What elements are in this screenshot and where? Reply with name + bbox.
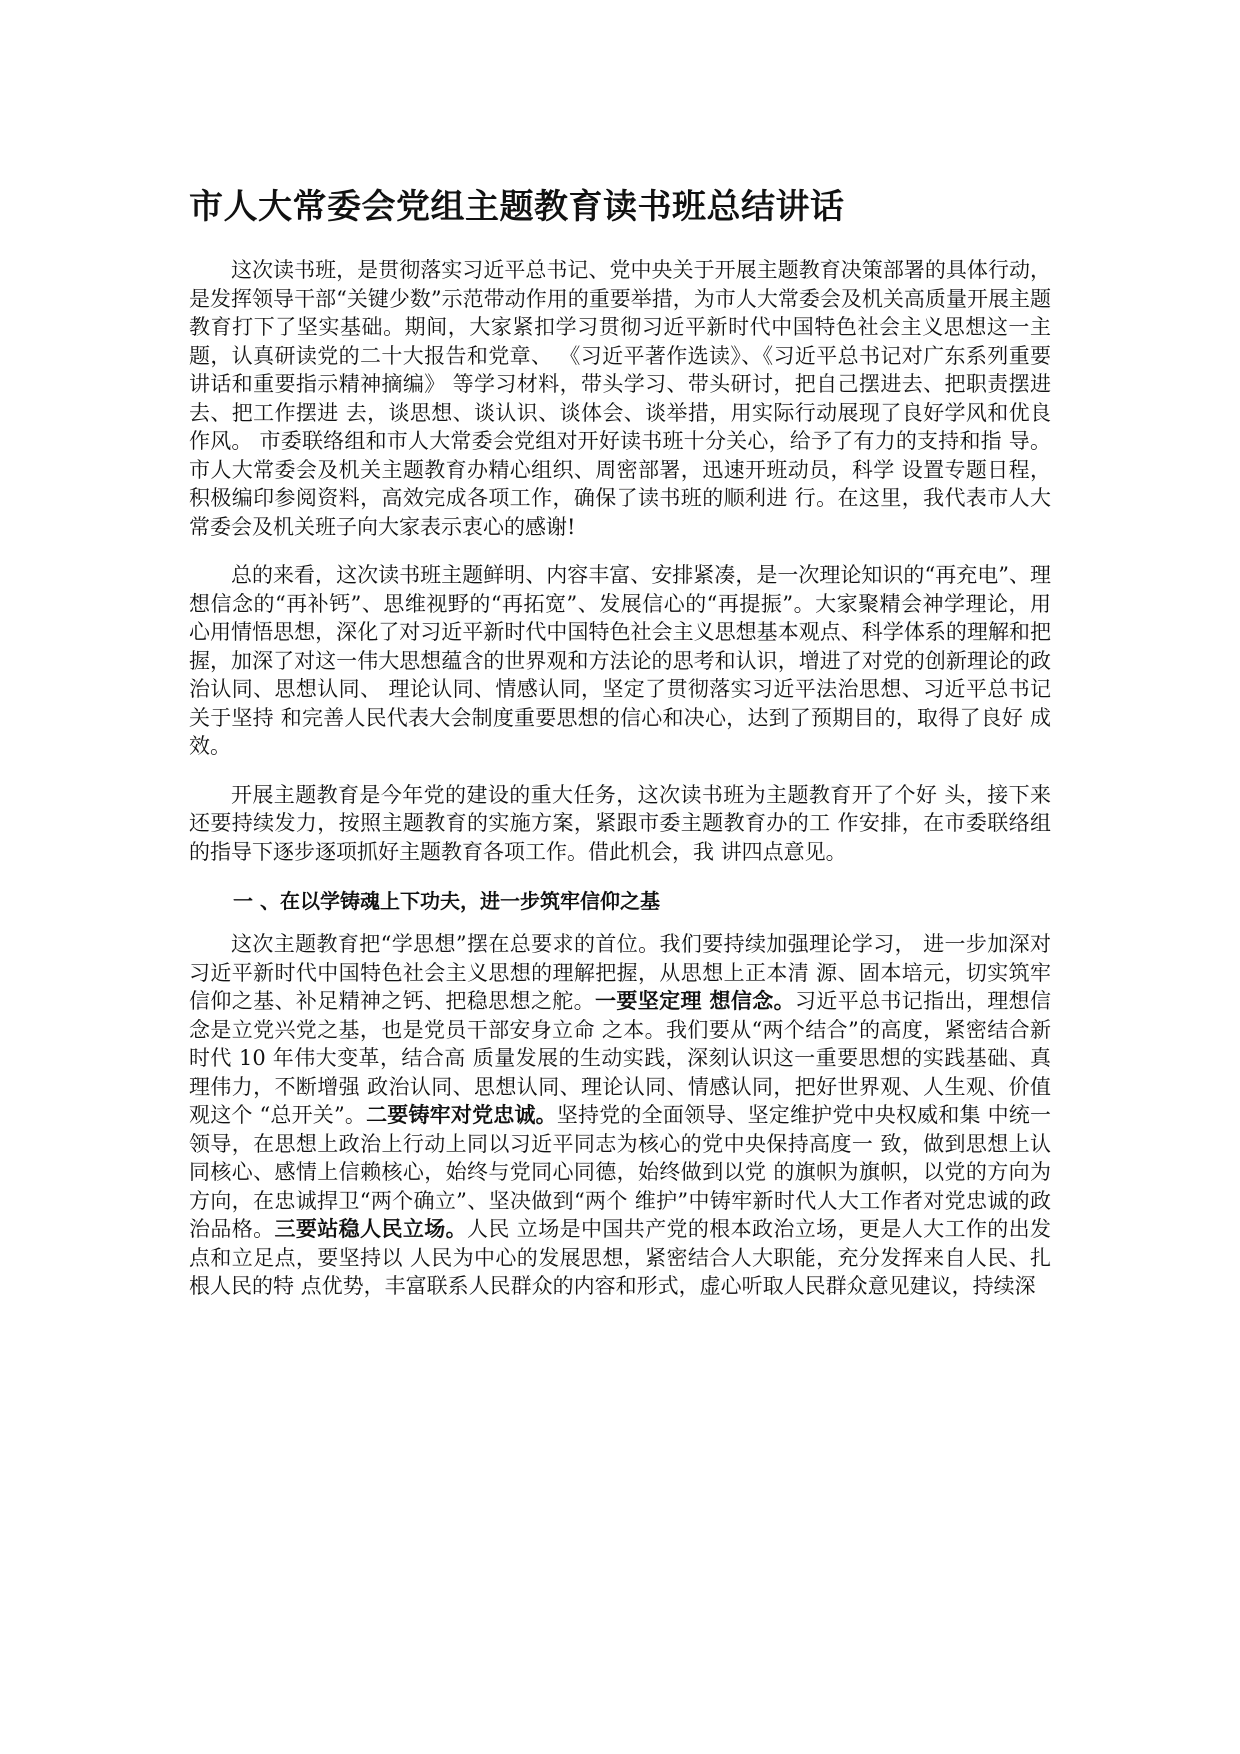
section-1-bold-point-1: 一要坚定理 想信念。 [594, 989, 795, 1013]
section-1-text-d: 人民 立场是中国共产党的根本政治立场，更是人大工作的出发点和立足点，要坚持以 人民为中心的发展思想，紧密结合人大职能，充分发挥来自人民、扎根人民的特 点优势，丰富联系人民群众的内容和形式，虚心听取人民群众意见建议，持续深 [189, 1217, 1051, 1298]
paragraph-transition: 开展主题教育是今年党的建设的重大任务，这次读书班为主题教育开了个好 头，接下来还要持续发力，按照主题教育的实施方案，紧跟市委主题教育办的工 作安排，在市委联络组的指导下逐步逐项抓好主题教育各项工作。借此机会，我 讲四点意见。 [189, 782, 1051, 864]
section-heading-1: 一 、在以学铸魂上下功夫，进一步筑牢信仰之基 [233, 889, 660, 913]
document-body [189, 184, 1051, 1301]
document-title: 市人大常委会党组主题教育读书班总结讲话 [189, 187, 845, 227]
paragraph-opening: 这次读书班，是贯彻落实习近平总书记、党中央关于开展主题教育决策部署的具体行动，是发挥领导干部“关键少数”示范带动作用的重要举措，为市人大常委会及机关高质量开展主题教育打下了坚实基础。期间，大家紧扣学习贯彻习近平新时代中国特色社会主义思想这一主题，认真研读党的二十大报告和党章、 《习近平著作选读》、《习近平总书记对广东系列重要讲话和重要指示精神摘编》 等学习材料，带头学习、带头研讨，把自己摆进去、把职责摆进去、把工作摆进 去，谈思想、谈认识、谈体会、谈举措，用实际行动展现了良好学风和优良作风。 市委联络组和市人大常委会党组对开好读书班十分关心，给予了有力的支持和指 导。市人大常委会及机关主题教育办精心组织、周密部署，迅速开班动员，科学 设置专题日程，积极编印参阅资料，高效完成各项工作，确保了读书班的顺利进 行。在这里，我代表市人大常委会及机关班子向大家表示衷心的感谢! [189, 258, 1051, 539]
section-1-bold-point-3: 三要站稳人民立场。 [274, 1217, 467, 1241]
section-1-paragraph [189, 930, 1051, 1301]
section-1-bold-point-2: 二要铸牢对党忠诚。 [366, 1103, 557, 1127]
section-1-text-a: 这次主题教育把“学思想”摆在总要求的首位。我们要持续加强理论学习， 进一步加深对习近平新时代中国特色社会主义思想的理解把握，从思想上正本清 源、固本培元，切实筑牢信仰之基、补足精神之钙、把稳思想之舵。 [189, 932, 1051, 1013]
section-1-text-c: 坚持党的全面领导、坚定维护党中央权威和集 中统一领导，在思想上政治上行动上同以习近平同志为核心的党中央保持高度一 致，做到思想上认同核心、感情上信赖核心，始终与党同心同德，始终做到以党 的旗帜为旗帜，以党的方向为方向，在忠诚捍卫“两个确立”、坚决做到“两个 维护”中铸牢新时代人大工作者对党忠诚的政治品格。 [189, 1103, 1051, 1241]
paragraph-summary: 总的来看，这次读书班主题鲜明、内容丰富、安排紧凑，是一次理论知识的“再充电”、理想信念的“再补钙”、思维视野的“再拓宽”、发展信心的“再提振”。大家聚精会神学理论，用心用情悟思想，深化了对习近平新时代中国特色社会主义思想基本观点、科学体系的理解和把握，加深了对这一伟大思想蕴含的世界观和方法论的思考和认识，增进了对党的创新理论的政治认同、思想认同、 理论认同、情感认同，坚定了贯彻落实习近平法治思想、习近平总书记关于坚持 和完善人民代表大会制度重要思想的信心和决心，达到了预期目的，取得了良好 成效。 [189, 563, 1051, 758]
section-1-text-b: 习近平总书记指出，理想信念是立党兴党之基，也是党员干部安身立命 之本。我们要从“两个结合”的高度，紧密结合新时代 10 年伟大变革，结合高 质量发展的生动实践，深刻认识这一重要思想的实践基础、真理伟力，不断增强 政治认同、思想认同、理论认同、情感认同，把好世界观、人生观、价值观这个 “总开关”。 [189, 989, 1052, 1127]
